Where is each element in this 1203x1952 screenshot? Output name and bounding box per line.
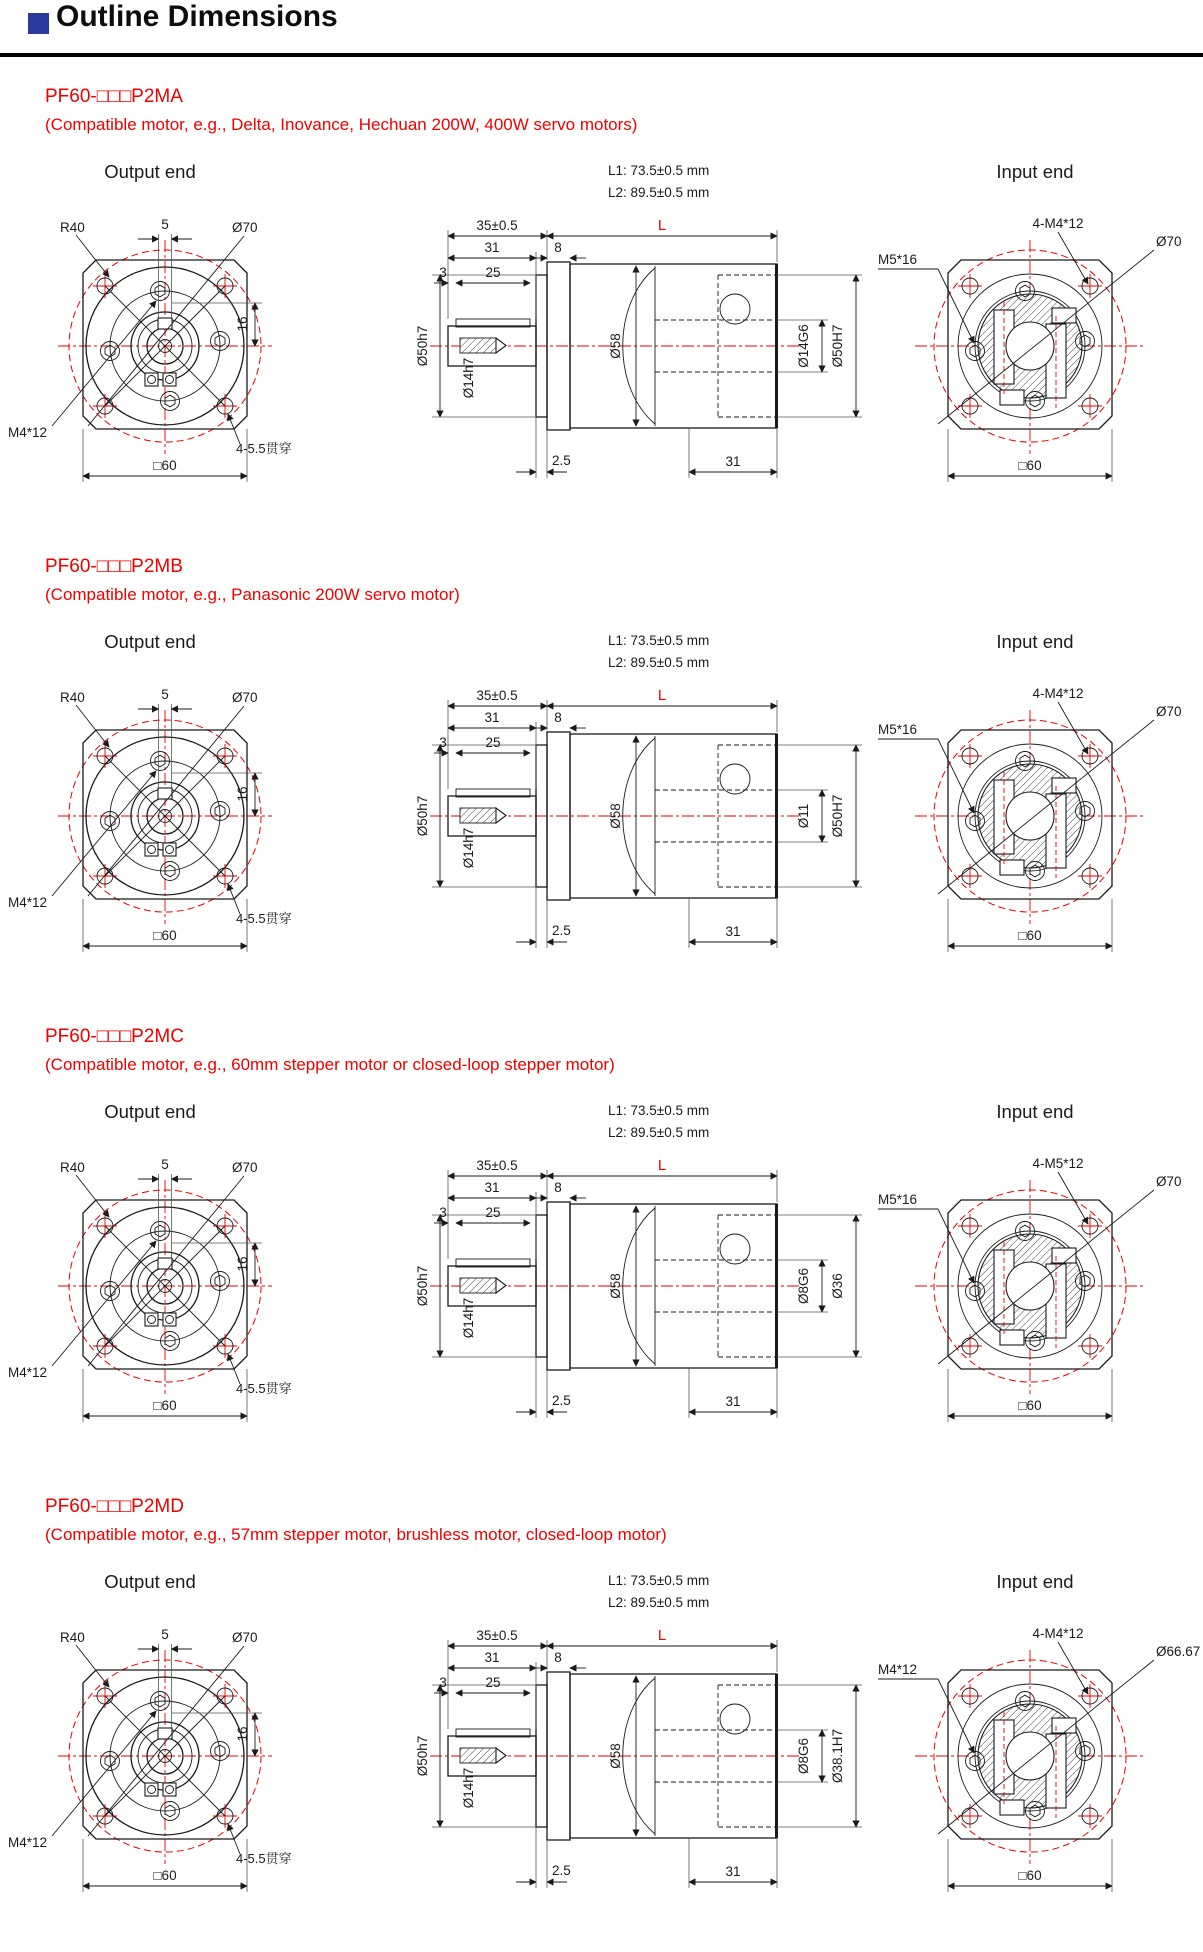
side-view bbox=[415, 217, 862, 478]
dim-rear-length-label: 31 bbox=[725, 1394, 741, 1409]
dim-key-height-label: 16 bbox=[235, 786, 250, 802]
dim-flange-thickness-label: 8 bbox=[554, 710, 562, 725]
dim-keyway-width-label: 5 bbox=[161, 1627, 169, 1642]
dim-31-label: 31 bbox=[484, 1180, 500, 1195]
length-l2-label: L2: 89.5±0.5 mm bbox=[608, 655, 710, 670]
dim-bolt-circle-label: Ø70 bbox=[232, 690, 258, 705]
dim-through-holes-label: 4-5.5贯穿 bbox=[236, 1851, 292, 1866]
length-l1-label: L1: 73.5±0.5 mm bbox=[608, 633, 710, 648]
page-title: Outline Dimensions bbox=[56, 0, 338, 33]
dim-pilot-dia-label: Ø50h7 bbox=[415, 1735, 430, 1777]
output-end-title: Output end bbox=[104, 161, 196, 182]
dim-output-square-label: □60 bbox=[153, 458, 177, 473]
dim-input-square-label: □60 bbox=[1018, 1398, 1042, 1413]
variant-sections bbox=[0, 72, 1203, 1952]
model-code: PF60-□□□P2MB bbox=[45, 556, 183, 577]
dim-boss-depth-label: 2.5 bbox=[552, 1863, 571, 1878]
input-end-title: Input end bbox=[996, 1101, 1074, 1122]
dim-total-length-label: L bbox=[657, 217, 667, 234]
dim-input-pilot-label: Ø50H7 bbox=[830, 324, 845, 368]
header-divider bbox=[0, 53, 1203, 57]
dim-through-holes-label: 4-5.5贯穿 bbox=[236, 441, 292, 456]
output-end-title: Output end bbox=[104, 1101, 196, 1122]
dim-31-label: 31 bbox=[484, 240, 500, 255]
dim-input-circle-label: Ø70 bbox=[1156, 1174, 1182, 1189]
dim-output-screws-label: M4*12 bbox=[8, 895, 48, 910]
dim-flange-thickness-label: 8 bbox=[554, 240, 562, 255]
dim-rear-length-label: 31 bbox=[725, 454, 741, 469]
dim-gap3-label: 3 bbox=[439, 1205, 447, 1220]
dim-boss-depth-label: 2.5 bbox=[552, 453, 571, 468]
dim-pilot-dia-label: Ø50h7 bbox=[415, 325, 430, 367]
length-l2-label: L2: 89.5±0.5 mm bbox=[608, 1125, 710, 1140]
output-end-view bbox=[8, 1157, 292, 1422]
model-code: PF60-□□□P2MA bbox=[45, 86, 183, 107]
dim-r40-label: R40 bbox=[60, 220, 85, 235]
dim-key-length-label: 25 bbox=[485, 265, 501, 280]
dim-through-holes-label: 4-5.5贯穿 bbox=[236, 911, 292, 926]
dim-input-pilot-label: Ø38.1H7 bbox=[830, 1728, 845, 1784]
compatible-motor-note: (Compatible motor, e.g., 57mm stepper motor, brushless motor, closed-loop motor) bbox=[45, 1525, 667, 1544]
dim-input-side-screw-label: M5*16 bbox=[878, 722, 918, 737]
dim-rear-length-label: 31 bbox=[725, 1864, 741, 1879]
length-l1-label: L1: 73.5±0.5 mm bbox=[608, 1103, 710, 1118]
dim-output-screws-label: M4*12 bbox=[8, 1835, 48, 1850]
dim-total-length-label: L bbox=[657, 1627, 667, 1644]
input-end-title: Input end bbox=[996, 161, 1074, 182]
input-end-view bbox=[878, 686, 1182, 952]
dim-body-dia-label: Ø58 bbox=[608, 1743, 623, 1769]
dim-rear-length-label: 31 bbox=[725, 924, 741, 939]
output-end-view bbox=[8, 687, 292, 952]
dim-input-side-screw-label: M5*16 bbox=[878, 252, 918, 267]
dim-31-label: 31 bbox=[484, 1650, 500, 1665]
side-view bbox=[415, 1627, 862, 1888]
dim-flange-thickness-label: 8 bbox=[554, 1650, 562, 1665]
dim-input-bore-label: Ø11 bbox=[796, 803, 811, 829]
side-view bbox=[415, 687, 862, 948]
dim-key-height-label: 16 bbox=[235, 1256, 250, 1272]
dim-shaft-length-label: 35±0.5 bbox=[476, 688, 518, 703]
variant-section bbox=[0, 1012, 1203, 1482]
dim-output-screws-label: M4*12 bbox=[8, 1365, 48, 1380]
dim-shaft-dia-label: Ø14h7 bbox=[461, 1297, 476, 1339]
dim-input-bore-label: Ø8G6 bbox=[796, 1267, 811, 1305]
dim-body-dia-label: Ø58 bbox=[608, 1273, 623, 1299]
dim-input-pilot-label: Ø50H7 bbox=[830, 794, 845, 838]
dim-input-bore-label: Ø8G6 bbox=[796, 1737, 811, 1775]
dim-input-screws-label: 4-M5*12 bbox=[1032, 1156, 1084, 1171]
dim-output-square-label: □60 bbox=[153, 928, 177, 943]
dim-boss-depth-label: 2.5 bbox=[552, 923, 571, 938]
page-header bbox=[0, 0, 1203, 72]
blue-square-bullet-icon bbox=[28, 13, 49, 34]
input-end-view bbox=[878, 216, 1182, 482]
dim-total-length-label: L bbox=[657, 1157, 667, 1174]
dim-pilot-dia-label: Ø50h7 bbox=[415, 1265, 430, 1307]
variant-section bbox=[0, 542, 1203, 1012]
dim-input-screws-label: 4-M4*12 bbox=[1032, 686, 1084, 701]
input-end-title: Input end bbox=[996, 1571, 1074, 1592]
dim-total-length-label: L bbox=[657, 687, 667, 704]
dim-body-dia-label: Ø58 bbox=[608, 333, 623, 359]
input-end-view bbox=[878, 1156, 1182, 1422]
compatible-motor-note: (Compatible motor, e.g., Delta, Inovance, Hechuan 200W, 400W servo motors) bbox=[45, 115, 638, 134]
length-l2-label: L2: 89.5±0.5 mm bbox=[608, 1595, 710, 1610]
dim-input-side-screw-label: M5*16 bbox=[878, 1192, 918, 1207]
dim-input-screws-label: 4-M4*12 bbox=[1032, 1626, 1084, 1641]
dim-shaft-dia-label: Ø14h7 bbox=[461, 1767, 476, 1809]
dim-pilot-dia-label: Ø50h7 bbox=[415, 795, 430, 837]
output-end-title: Output end bbox=[104, 1571, 196, 1592]
dim-bolt-circle-label: Ø70 bbox=[232, 1160, 258, 1175]
dim-bolt-circle-label: Ø70 bbox=[232, 1630, 258, 1645]
dim-key-length-label: 25 bbox=[485, 1205, 501, 1220]
dim-shaft-dia-label: Ø14h7 bbox=[461, 357, 476, 399]
dim-shaft-dia-label: Ø14h7 bbox=[461, 827, 476, 869]
dim-shaft-length-label: 35±0.5 bbox=[476, 1628, 518, 1643]
model-code: PF60-□□□P2MC bbox=[45, 1026, 184, 1047]
dim-gap3-label: 3 bbox=[439, 265, 447, 280]
dim-input-screws-label: 4-M4*12 bbox=[1032, 216, 1084, 231]
dim-boss-depth-label: 2.5 bbox=[552, 1393, 571, 1408]
dim-r40-label: R40 bbox=[60, 1630, 85, 1645]
dim-input-bore-label: Ø14G6 bbox=[796, 324, 811, 368]
dim-output-square-label: □60 bbox=[153, 1868, 177, 1883]
dim-bolt-circle-label: Ø70 bbox=[232, 220, 258, 235]
model-code: PF60-□□□P2MD bbox=[45, 1496, 184, 1517]
output-end-view bbox=[8, 217, 292, 482]
dim-key-length-label: 25 bbox=[485, 735, 501, 750]
dim-key-height-label: 16 bbox=[235, 316, 250, 332]
length-l1-label: L1: 73.5±0.5 mm bbox=[608, 1573, 710, 1588]
compatible-motor-note: (Compatible motor, e.g., Panasonic 200W servo motor) bbox=[45, 585, 460, 604]
dim-input-square-label: □60 bbox=[1018, 928, 1042, 943]
output-end-title: Output end bbox=[104, 631, 196, 652]
compatible-motor-note: (Compatible motor, e.g., 60mm stepper motor or closed-loop stepper motor) bbox=[45, 1055, 615, 1074]
variant-section bbox=[0, 1482, 1203, 1952]
output-end-view bbox=[8, 1627, 292, 1892]
dim-input-circle-label: Ø70 bbox=[1156, 234, 1182, 249]
dim-gap3-label: 3 bbox=[439, 735, 447, 750]
dim-output-square-label: □60 bbox=[153, 1398, 177, 1413]
dim-keyway-width-label: 5 bbox=[161, 687, 169, 702]
side-view bbox=[415, 1157, 862, 1418]
length-l1-label: L1: 73.5±0.5 mm bbox=[608, 163, 710, 178]
dim-body-dia-label: Ø58 bbox=[608, 803, 623, 829]
dim-31-label: 31 bbox=[484, 710, 500, 725]
dim-input-circle-label: Ø70 bbox=[1156, 704, 1182, 719]
dim-shaft-length-label: 35±0.5 bbox=[476, 218, 518, 233]
dim-output-screws-label: M4*12 bbox=[8, 425, 48, 440]
dim-keyway-width-label: 5 bbox=[161, 217, 169, 232]
dim-gap3-label: 3 bbox=[439, 1675, 447, 1690]
length-l2-label: L2: 89.5±0.5 mm bbox=[608, 185, 710, 200]
dim-input-square-label: □60 bbox=[1018, 1868, 1042, 1883]
dim-key-length-label: 25 bbox=[485, 1675, 501, 1690]
dim-r40-label: R40 bbox=[60, 1160, 85, 1175]
dim-input-side-screw-label: M4*12 bbox=[878, 1662, 918, 1677]
dim-flange-thickness-label: 8 bbox=[554, 1180, 562, 1195]
variant-section bbox=[0, 72, 1203, 542]
dim-through-holes-label: 4-5.5贯穿 bbox=[236, 1381, 292, 1396]
dim-input-pilot-label: Ø36 bbox=[830, 1273, 845, 1299]
dim-keyway-width-label: 5 bbox=[161, 1157, 169, 1172]
dim-shaft-length-label: 35±0.5 bbox=[476, 1158, 518, 1173]
dim-input-circle-label: Ø66.67 bbox=[1156, 1644, 1201, 1659]
input-end-title: Input end bbox=[996, 631, 1074, 652]
dim-input-square-label: □60 bbox=[1018, 458, 1042, 473]
dim-key-height-label: 16 bbox=[235, 1726, 250, 1742]
input-end-view bbox=[878, 1626, 1200, 1892]
dim-r40-label: R40 bbox=[60, 690, 85, 705]
